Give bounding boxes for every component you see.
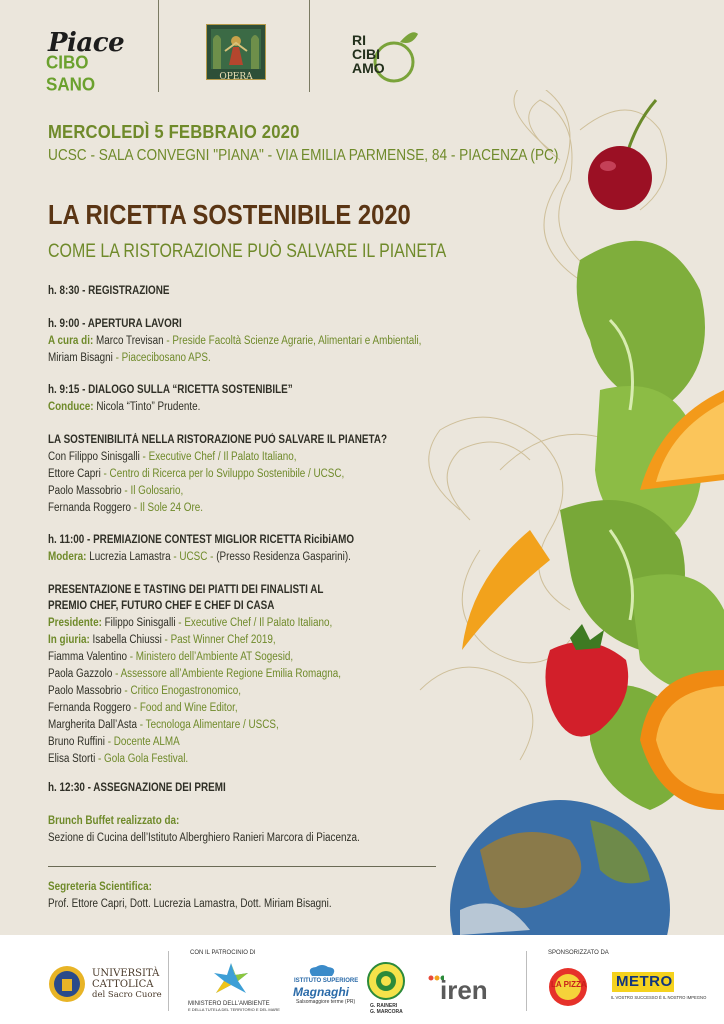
magnaghi-name: Magnaghi [293, 985, 349, 999]
footer-divider [168, 951, 169, 1011]
brunch-text: Sezione di Cucina dell’Istituto Alberghiero Ranieri Marcora di Piacenza. [48, 832, 360, 844]
sostenibilita-line: Ettore Capri - Centro di Ricerca per lo Sviluppo Sostenibile / UCSC, [48, 468, 345, 480]
header-divider [309, 0, 310, 92]
patrocinio-label: CON IL PATROCINIO DI [190, 950, 256, 956]
apertura-line-1: A cura di: Marco Trevisan - Preside Facoltà Scienze Agrarie, Alimentari e Ambientali, [48, 335, 422, 347]
marcora-emblem-icon [366, 961, 406, 1001]
metro-name: METRO [616, 973, 673, 990]
tasting-line: Elisa Storti - Gola Gola Festival. [48, 753, 189, 765]
ricibiamo-logo [350, 22, 420, 92]
piace-text: Piace [48, 28, 125, 58]
event-title: LA RICETTA SOSTENIBILE 2020 [48, 199, 411, 230]
header-divider [158, 0, 159, 92]
sostenibilita-line: Fernanda Roggero - Il Sole 24 Ore. [48, 502, 204, 514]
premiazione-heading: h. 11:00 - PREMIAZIONE CONTEST MIGLIOR RICETTA RicibiAMO [48, 534, 355, 546]
event-subtitle: COME LA RISTORAZIONE PUÒ SALVARE IL PIANETA [48, 241, 447, 262]
lettuce-leaf [577, 241, 705, 410]
istituto-label: ISTITUTO SUPERIORE [294, 978, 359, 984]
sostenibilita-heading: LA SOSTENIBILITÀ NELLA RISTORAZIONE PUÒ SALVARE IL PIANETA? [48, 434, 388, 446]
tasting-line: Fiamma Valentino - Ministero dell’Ambiente AT Sogesid, [48, 651, 294, 663]
metro-sub: IL VOSTRO SUCCESSO È IL NOSTRO IMPEGNO [611, 995, 707, 1000]
segreteria-text: Prof. Ettore Capri, Dott. Lucrezia Lamastra, Dott. Miriam Bisagni. [48, 898, 332, 910]
brunch-heading: Brunch Buffet realizzato da: [48, 815, 180, 827]
iren-logo: iren [440, 975, 488, 1005]
header-logos [0, 0, 724, 100]
ricibiamo-text-3: AMO [352, 60, 385, 76]
sostenibilita-line: Con Filippo Sinisgalli - Executive Chef / Il Palato Italiano, [48, 451, 297, 463]
magnaghi-hat-icon [302, 964, 342, 978]
ricibiamo-text-1: RI [352, 32, 366, 48]
apertura-line-2: Miriam Bisagni - Piacecibosano APS. [48, 352, 211, 364]
footer-divider [526, 951, 527, 1011]
tasting-giuria: In giuria: Isabella Chiussi - Past Winner Chef 2019, [48, 634, 276, 646]
tasting-line: Fernanda Roggero - Food and Wine Editor, [48, 702, 238, 714]
event-date: MERCOLEDÌ 5 FEBBRAIO 2020 [48, 121, 300, 142]
cherry [588, 146, 652, 210]
tasting-line: Paolo Massobrio - Critico Enogastronomico, [48, 685, 241, 697]
sostenibilita-line: Paolo Massobrio - Il Golosario, [48, 485, 184, 497]
footer-sponsors [0, 935, 724, 1024]
tasting-line: Bruno Ruffini - Docente ALMA [48, 736, 180, 748]
ricibiamo-text-2: CIBI [352, 46, 380, 62]
ministero-label: MINISTERO DELL’AMBIENTE E DELLA TUTELA DEL TERRITORIO E DEL MARE [188, 1001, 280, 1012]
event-venue: UCSC - SALA CONVEGNI "PIANA" - VIA EMILIA PARMENSE, 84 - PIACENZA (PC) [48, 147, 559, 164]
separator-line [48, 866, 436, 867]
premiazione-modera: Modera: Lucrezia Lamastra - UCSC - (Presso Residenza Gasparini). [48, 551, 351, 563]
marcora-label: G. RAINERI G. MARCORA [370, 1003, 403, 1015]
dialogo-heading: h. 9:15 - DIALOGO SULLA “RICETTA SOSTENIBILE” [48, 384, 293, 396]
fruit-illustration [400, 90, 724, 935]
lapizza-name: LA PIZZA [551, 980, 587, 989]
tasting-presidente: Presidente: Filippo Sinisgalli - Executive Chef / Il Palato Italiano, [48, 617, 333, 629]
magnaghi-sub: Salsomaggiore terme (PR) [296, 999, 356, 1005]
cibo-sano-text: CIBO SANO [46, 52, 96, 95]
segreteria-heading: Segreteria Scientifica: [48, 881, 152, 893]
orange-slice [462, 530, 550, 650]
registrazione: h. 8:30 - REGISTRAZIONE [48, 285, 170, 297]
dialogo-conduce: Conduce: Nicola “Tinto” Prudente. [48, 401, 201, 413]
piacecibosano-logo [44, 28, 132, 95]
tasting-line: Paola Gazzolo - Assessore all’Ambiente Regione Emilia Romagna, [48, 668, 342, 680]
tasting-heading-1: PRESENTAZIONE E TASTING DEI PIATTI DEI FINALISTI AL [48, 584, 324, 596]
opera-emblem-icon [207, 25, 265, 73]
premi-heading: h. 12:30 - ASSEGNAZIONE DEI PREMI [48, 782, 226, 794]
opera-label: OPERA [219, 72, 253, 82]
cattolica-seal-icon [48, 965, 86, 1003]
ministero-star-icon [208, 961, 254, 997]
sponsor-label: SPONSORIZZATO DA [548, 950, 609, 956]
tasting-heading-2: PREMIO CHEF, FUTURO CHEF E CHEF DI CASA [48, 600, 275, 612]
apertura-heading: h. 9:00 - APERTURA LAVORI [48, 318, 182, 330]
cattolica-name: UNIVERSITÀ CATTOLICA del Sacro Cuore [92, 968, 162, 1000]
tasting-line: Margherita Dall’Asta - Tecnologa Alimentare / USCS, [48, 719, 279, 731]
opera-logo [206, 24, 266, 88]
